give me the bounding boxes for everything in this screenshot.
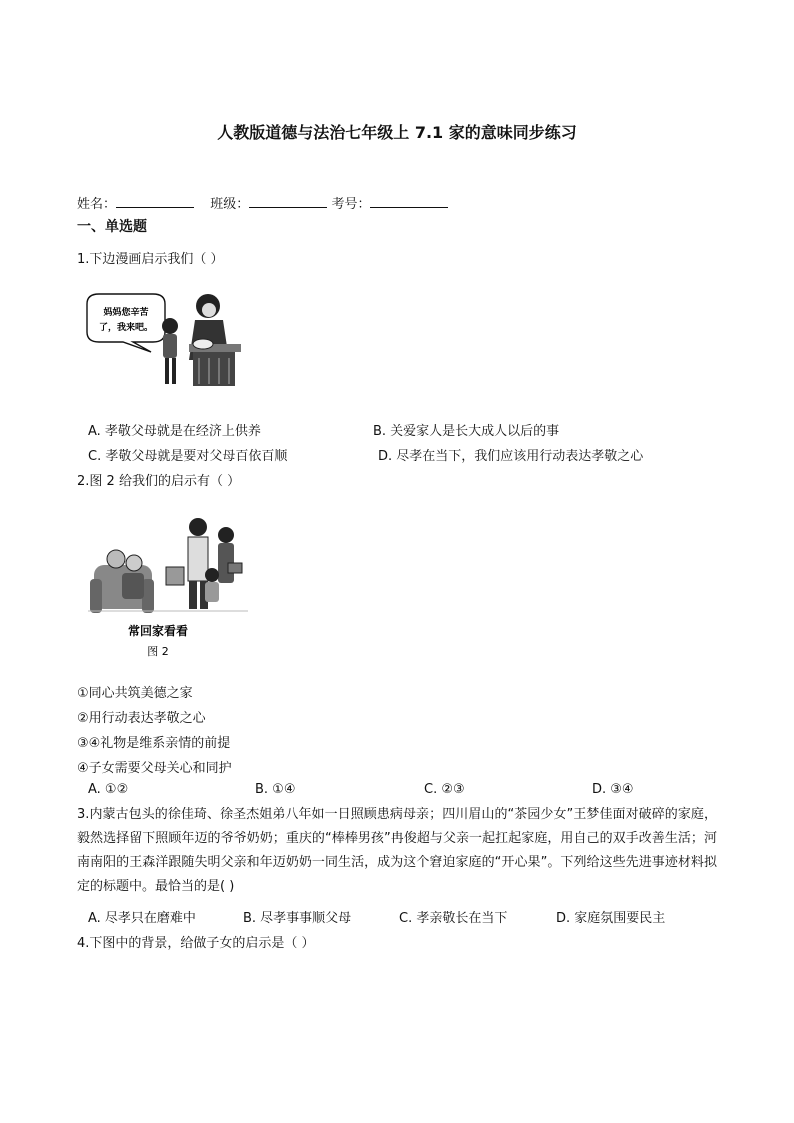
q1-option-a[interactable]: A. 孝敬父母就是在经济上供养 xyxy=(88,424,261,439)
bubble-text-line-1: 妈妈您辛苦 xyxy=(103,308,149,318)
q2-option-d[interactable]: D. ③④ xyxy=(592,782,634,797)
q3-option-c[interactable]: C. 孝亲敬长在当下 xyxy=(399,911,508,926)
q1-option-b[interactable]: B. 关爱家人是长大成人以后的事 xyxy=(373,424,560,439)
page-title: 人教版道德与法治七年级上 7.1 家的意味同步练习 xyxy=(217,123,577,142)
exam-number-field[interactable] xyxy=(370,195,448,208)
q2-statement-3: ③④礼物是维系亲情的前提 xyxy=(77,736,231,751)
question-2-stem: 2.图 2 给我们的启示有（ ） xyxy=(77,474,241,489)
question-1-stem: 1.下边漫画启示我们（ ） xyxy=(77,252,224,267)
name-field[interactable] xyxy=(116,195,194,208)
q2-option-c[interactable]: C. ②③ xyxy=(424,782,465,797)
q3-option-d[interactable]: D. 家庭氛围要民主 xyxy=(556,911,666,926)
question-4-stem: 4.下图中的背景，给做子女的启示是（ ） xyxy=(77,936,315,951)
class-label: 班级： xyxy=(210,197,250,212)
cartoon-visiting-home xyxy=(88,515,248,661)
q1-option-c[interactable]: C. 孝敬父母就是要对父母百依百顺 xyxy=(88,449,288,464)
q1-option-d[interactable]: D. 尽孝在当下，我们应该用行动表达孝敬之心 xyxy=(378,449,644,464)
q2-statement-4: ④子女需要父母关心和同护 xyxy=(77,761,232,776)
section-heading: 一、单选题 xyxy=(77,219,147,235)
q2-statement-2: ②用行动表达孝敬之心 xyxy=(77,711,206,726)
cartoon-helping-mother xyxy=(77,288,247,393)
q2-statement-1: ①同心共筑美德之家 xyxy=(77,686,193,701)
bubble-text-line-2: 了，我来吧。 xyxy=(98,323,154,333)
student-info-row xyxy=(77,193,448,212)
q3-option-b[interactable]: B. 尽孝事事顺父母 xyxy=(243,911,352,926)
class-field[interactable] xyxy=(249,195,327,208)
exam-number-label: 考号： xyxy=(331,197,371,212)
name-label: 姓名： xyxy=(77,197,117,212)
figure-caption: 常回家看看 xyxy=(127,624,189,638)
figure-label: 图 2 xyxy=(147,645,169,658)
q3-option-a[interactable]: A. 尽孝只在磨难中 xyxy=(88,911,196,926)
q2-option-a[interactable]: A. ①② xyxy=(88,782,129,797)
question-3-stem: 3.内蒙古包头的徐佳琦、徐圣杰姐弟八年如一日照顾患病母亲；四川眉山的“茶园少女”王梦佳面对破碎的家庭，毅然选择留下照顾年迈的爷爷奶奶；重庆的“棒棒男孩”冉俊超与父亲一起扛起家庭，用自己的双手改善生活；河南南阳的王森洋跟随失明父亲和年迈奶奶一同生活，成为这个窘迫家庭的“开心果”。下列给这些先进事迹材料拟定的标题中。最恰当的是( ) xyxy=(77,807,717,894)
q2-option-b[interactable]: B. ①④ xyxy=(255,782,296,797)
